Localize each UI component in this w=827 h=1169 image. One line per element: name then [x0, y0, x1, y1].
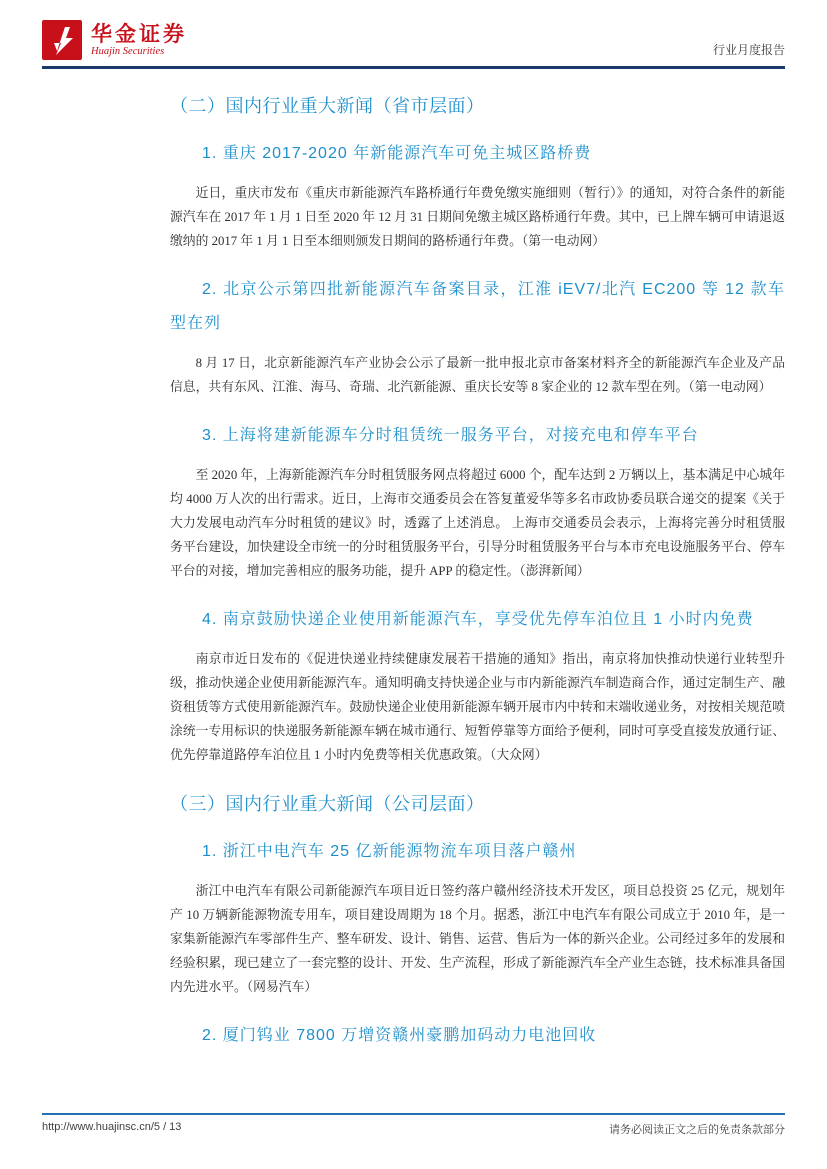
news-item-heading: 2. 厦门钨业 7800 万增资赣州豪鹏加码动力电池回收 [202, 1027, 597, 1044]
news-paragraph: 南京市近日发布的《促进快递业持续健康发展若干措施的通知》指出，南京将加快推动快递行业转型升级，推动快递企业使用新能源汽车。通知明确支持快递企业与市内新能源汽车制造商合作，通过定制生产、融资租赁等方式使用新能源汽车。鼓励快递企业使用新能源车辆开展市内中转和末端收递业务，对按相关规范喷涂统一专用标识的快递服务新能源车辆在城市通行、短暂停靠等方面给予便利，同时可享受直接发放通行证、优先停靠道路停车泊位且 1 小时内免费等相关优惠政策。（大众网） [170, 652, 785, 762]
news-paragraph: 8 月 17 日，北京新能源汽车产业协会公示了最新一批申报北京市备案材料齐全的新能源汽车企业及产品信息，共有东风、江淮、海马、奇瑞、北汽新能源、重庆长安等 8 家企业的 12 款车型在列。（第一电动网） [170, 356, 785, 394]
footer-left [42, 1121, 181, 1137]
page-header [0, 0, 827, 66]
news-item-heading: 1. 浙江中电汽车 25 亿新能源物流车项目落户赣州 [202, 843, 577, 860]
brand [42, 20, 187, 66]
header-divider [42, 66, 785, 69]
news-paragraph: 近日，重庆市发布《重庆市新能源汽车路桥通行年费免缴实施细则（暂行）》的通知，对符合条件的新能源汽车在 2017 年 1 月 1 日至 2020 年 12 月 31 日期间免缴主城区路桥通行年费。其中，已上牌车辆可申请退返缴纳的 2017 年 1 月 1 日至本细则颁发日期间的路桥通行年费。（第一电动网） [170, 186, 785, 248]
section-title-company: （三）国内行业重大新闻（公司层面） [170, 794, 485, 814]
news-paragraph: 至 2020 年，上海新能源汽车分时租赁服务网点将超过 6000 个，配车达到 2 万辆以上，基本满足中心城年均 4000 万人次的出行需求。近日，上海市交通委员会在答复董爱华等多名市政协委员联合递交的提案《关于大力发展电动汽车分时租赁的建议》时，透露了上述消息。 上海市交通委员会表示，上海将完善分时租赁服务平台建设，加快建设全市统一的分时租赁服务平台，引导分时租赁服务平台与本市充电设施服务平台、停车平台的对接，增加完善相应的服务功能，提升 APP 的稳定性。（澎湃新闻） [170, 468, 785, 578]
news-item-heading: 3. 上海将建新能源车分时租赁统一服务平台，对接充电和停车平台 [202, 427, 699, 444]
huajin-logo-icon [42, 20, 82, 60]
page-footer [42, 1113, 785, 1137]
report-type-label: 行业月度报告 [712, 43, 785, 57]
brand-name-cn: 华金证券 [91, 21, 187, 46]
news-item-heading: 2. 北京公示第四批新能源汽车备案目录，江淮 iEV7/北汽 EC200 等 12 款车型在列 [170, 281, 785, 332]
footer-disclaimer: 请务必阅读正文之后的免责条款部分 [609, 1124, 785, 1136]
footer-url-link[interactable]: http://www.huajinsc.cn/ [42, 1121, 154, 1133]
section-title-province: （二）国内行业重大新闻（省市层面） [170, 96, 485, 116]
brand-name-en: Huajin Securities [91, 45, 165, 57]
footer-divider [42, 1113, 785, 1115]
report-body [0, 95, 827, 1053]
news-paragraph: 浙江中电汽车有限公司新能源汽车项目近日签约落户赣州经济技术开发区，项目总投资 25 亿元，规划年产 10 万辆新能源物流专用车，项目建设周期为 18 个月。据悉，浙江中电汽车有限公司成立于 2010 年，是一家集新能源汽车零部件生产、整车研发、设计、销售、运营、售后为一体的新兴企业。公司经过多年的发展和经验积累，现已建立了一套完整的设计、开发、生产流程，形成了新能源汽车全产业生态链，技术标准具备国内先进水平。（网易汽车） [170, 884, 785, 994]
news-item-heading: 1. 重庆 2017-2020 年新能源汽车可免主城区路桥费 [202, 145, 592, 162]
page-number: 5 / 13 [153, 1121, 182, 1133]
news-item-heading: 4. 南京鼓励快递企业使用新能源汽车，享受优先停车泊位且 1 小时内免费 [202, 611, 754, 628]
